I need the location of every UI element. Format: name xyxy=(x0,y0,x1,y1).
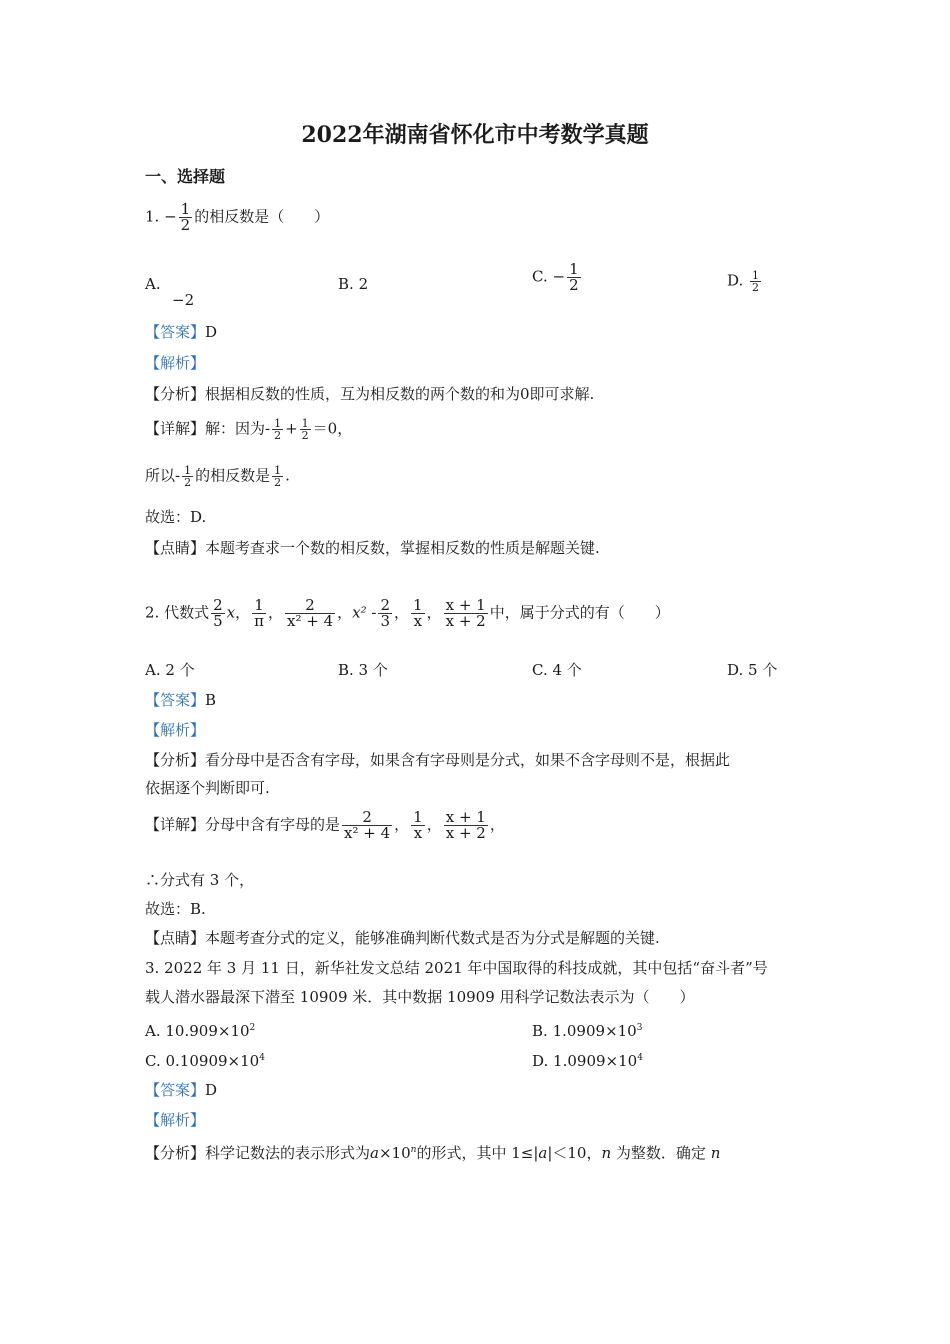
q3-option-b-base: 1.0909×10 xyxy=(552,1022,637,1040)
q2-expr-5-num: 1 xyxy=(413,596,423,614)
q2-sep: ， xyxy=(426,603,442,622)
q1-option-d-fraction xyxy=(750,270,761,293)
q2-detail-frac-3-num: x + 1 xyxy=(445,808,486,826)
q2-expr-4-num: 2 xyxy=(380,596,391,614)
q2-comment xyxy=(145,928,660,948)
q1-detail-plus: + xyxy=(285,419,298,438)
q2-comment-text: 本题考查分式的定义，能够准确判断代数式是否为分式是解题的关键. xyxy=(205,929,660,947)
q2-expr-1-var: x xyxy=(226,603,236,622)
q2-choose: 故选：B. xyxy=(145,900,206,918)
q2-option-c[interactable]: C. 4 个 xyxy=(532,661,582,679)
answer-tag: 【答案】 xyxy=(145,323,206,341)
q1-option-d-label: D. xyxy=(727,271,744,290)
q1-comment xyxy=(145,538,600,558)
q1-option-c-num: 1 xyxy=(569,260,579,278)
q2-detail-frac-2-den: x xyxy=(413,824,423,842)
q3-option-c-label: C. xyxy=(145,1052,161,1070)
q2-expr-1-den: 5 xyxy=(213,612,223,630)
q2-detail-frac-1-den: x² + 4 xyxy=(344,824,391,842)
q1-option-d-num: 1 xyxy=(752,269,760,282)
q2-expr-1-num: 2 xyxy=(213,596,223,614)
q2-stem-post: 中，属于分式的有（ ） xyxy=(489,603,670,622)
fenxi-tag: 【分析】 xyxy=(145,1144,206,1162)
q1-option-a-label: A. xyxy=(145,275,161,293)
q2-expr-3 xyxy=(285,598,335,629)
q3-fenxi-mid: 的形式，其中 1≤| xyxy=(416,1144,539,1162)
q2-detail-frac-3 xyxy=(444,810,488,841)
q3-fenxi xyxy=(145,1140,720,1163)
q1-analysis-tag: 【解析】 xyxy=(145,354,206,372)
q1-fenxi xyxy=(145,384,594,404)
detail-tag: 【详解】 xyxy=(145,815,206,834)
q2-expr-4-den: 3 xyxy=(380,612,391,630)
q2-expr-6-num: x + 1 xyxy=(445,596,486,614)
q2-sep: ， xyxy=(426,815,442,834)
q3-analysis-tag: 【解析】 xyxy=(145,1111,206,1129)
q2-stem xyxy=(145,598,670,629)
q1-answer xyxy=(145,322,217,342)
q3-fenxi-pre: 科学记数法的表示形式为 xyxy=(205,1144,371,1162)
q2-option-b[interactable]: B. 3 个 xyxy=(338,661,388,679)
q1-line2-mid: 的相反数是 xyxy=(195,466,271,485)
q3-option-d-base: 1.0909×10 xyxy=(553,1052,638,1070)
answer-tag: 【答案】 xyxy=(145,1081,206,1099)
q1-neg-sign: − xyxy=(164,207,177,226)
q1-detail-frac-2 xyxy=(300,418,311,441)
q2-answer-value: B xyxy=(205,691,217,709)
q1-line2-frac-1 xyxy=(182,465,193,488)
q3-fenxi-a2: a xyxy=(538,1144,548,1162)
q1-number: 1. xyxy=(145,207,160,226)
q2-option-d[interactable]: D. 5 个 xyxy=(727,661,778,679)
q3-option-d-exp: 4 xyxy=(637,1053,643,1063)
q3-option-d[interactable] xyxy=(532,1048,643,1071)
q1-frac-den: 2 xyxy=(180,216,191,234)
q2-detail-frac-2 xyxy=(411,810,425,841)
q1-choose: 故选：D. xyxy=(145,508,207,526)
q3-option-a-exp: 2 xyxy=(249,1023,256,1033)
q2-detail-frac-3-den: x + 2 xyxy=(445,824,486,842)
q2-expr-4-pre: x² - xyxy=(352,603,377,622)
q2-sep: ， xyxy=(235,603,251,622)
q1-option-c-fraction xyxy=(567,262,581,293)
q3-option-a[interactable] xyxy=(145,1018,255,1041)
q1-option-c[interactable] xyxy=(532,262,583,293)
q1-detail-frac-1-den: 2 xyxy=(274,429,282,442)
q3-fenxi-n: n xyxy=(410,1145,417,1155)
q2-sep: ， xyxy=(394,815,410,834)
q1-detail-frac-2-den: 2 xyxy=(301,429,309,442)
q3-fenxi-mid2: |＜10， xyxy=(547,1144,602,1162)
q2-expr-5-den: x xyxy=(413,612,423,630)
comment-tag: 【点睛】 xyxy=(145,539,206,557)
q3-option-c[interactable] xyxy=(145,1048,265,1071)
q1-line2-frac-2 xyxy=(272,465,283,488)
q1-detail-post: ＝0， xyxy=(312,419,353,438)
q2-analysis-tag: 【解析】 xyxy=(145,721,206,739)
q2-expr-2 xyxy=(252,598,266,629)
q2-fenxi xyxy=(145,750,730,770)
q2-expr-5 xyxy=(411,598,425,629)
q2-detail-pre: 分母中含有字母的是 xyxy=(205,815,341,834)
q3-option-a-base: 10.909×10 xyxy=(165,1022,250,1040)
q1-detail-frac-2-num: 1 xyxy=(301,417,309,430)
q3-fenxi-end: 为整数．确定 xyxy=(611,1144,711,1162)
q2-option-a[interactable]: A. 2 个 xyxy=(145,661,195,679)
q3-option-b-exp: 3 xyxy=(636,1023,643,1033)
q2-detail-frac-2-num: 1 xyxy=(413,808,423,826)
q1-line2-post: . xyxy=(285,466,290,485)
q2-sep: ， xyxy=(394,603,410,622)
q3-option-c-base: 0.10909×10 xyxy=(165,1052,260,1070)
q1-line2-frac-2-den: 2 xyxy=(274,476,282,489)
q3-option-b[interactable] xyxy=(532,1018,642,1041)
q2-fenxi-line2: 依据逐个判断即可. xyxy=(145,779,270,797)
q3-stem-line2: 载人潜水器最深下潜至 10909 米．其中数据 10909 用科学记数法表示为（ ） xyxy=(145,988,695,1006)
q3-option-a-label: A. xyxy=(145,1022,161,1040)
q1-option-b[interactable] xyxy=(338,274,368,294)
q3-answer-value: D xyxy=(205,1081,218,1099)
q1-detail xyxy=(145,418,352,441)
q1-stem-text: 的相反数是（ ） xyxy=(194,207,330,226)
q1-line2-frac-1-den: 2 xyxy=(184,476,192,489)
q2-expr-2-num: 1 xyxy=(252,598,266,614)
q1-option-a-value: −2 xyxy=(172,291,195,309)
q2-expr-4 xyxy=(378,598,392,629)
q1-option-d[interactable] xyxy=(727,270,763,293)
q1-fraction xyxy=(179,202,193,233)
q2-expr-6 xyxy=(444,598,488,629)
q1-option-c-label: C. xyxy=(532,267,548,286)
q1-line2-frac-1-num: 1 xyxy=(184,464,192,477)
q3-option-b-label: B. xyxy=(532,1022,548,1040)
q1-line2-frac-2-num: 1 xyxy=(274,464,282,477)
q2-expr-3-den: x² + 4 xyxy=(287,612,334,630)
q2-expr-6-den: x + 2 xyxy=(445,612,486,630)
answer-tag: 【答案】 xyxy=(145,691,206,709)
page-title: 2022年湖南省怀化市中考数学真题 xyxy=(301,122,649,148)
q2-expr-3-num: 2 xyxy=(285,598,335,614)
fenxi-tag: 【分析】 xyxy=(145,385,206,403)
q2-detail-end: ， xyxy=(489,815,505,834)
q2-answer xyxy=(145,690,216,710)
q3-fenxi-x: ×10 xyxy=(378,1144,411,1162)
q2-expr-1 xyxy=(211,598,225,629)
q1-detail-frac-1 xyxy=(272,418,283,441)
q1-fenxi-text: 根据相反数的性质，互为相反数的两个数的和为0即可求解. xyxy=(205,385,595,403)
q2-detail xyxy=(145,810,505,841)
q3-stem-line1: 3. 2022 年 3 月 11 日，新华社发文总结 2021 年中国取得的科技成就，其中包括“奋斗者”号 xyxy=(145,959,768,977)
q2-detail-frac-1 xyxy=(342,810,392,841)
q2-sep: ， xyxy=(268,603,284,622)
q2-sep: ， xyxy=(337,603,353,622)
q2-expr-2-den: π xyxy=(254,612,264,630)
q1-detail-line2 xyxy=(145,465,290,488)
q2-fenxi-line1: 看分母中是否含有字母，如果含有字母则是分式，如果不含字母则不是，根据此 xyxy=(205,751,731,769)
q2-therefore: ∴分式有 3 个， xyxy=(145,871,255,889)
q1-frac-num: 1 xyxy=(180,200,191,218)
q1-stem xyxy=(145,202,329,233)
q1-option-c-den: 2 xyxy=(569,276,579,294)
q3-fenxi-n2: n xyxy=(601,1144,612,1162)
q2-stem-pre: 代数式 xyxy=(164,603,210,622)
q2-detail-frac-1-num: 2 xyxy=(342,810,392,826)
q1-line2-pre: 所以- xyxy=(145,466,181,485)
q2-number: 2. xyxy=(145,603,160,622)
q1-option-c-neg: − xyxy=(552,267,566,286)
q1-detail-frac-1-num: 1 xyxy=(274,417,282,430)
q1-option-b-value: 2 xyxy=(358,275,369,293)
q3-option-c-exp: 4 xyxy=(259,1053,265,1063)
section-heading: 一、选择题 xyxy=(145,167,226,186)
q1-answer-value: D xyxy=(205,323,218,341)
q1-option-b-label: B. xyxy=(338,275,354,293)
q3-fenxi-a: a xyxy=(370,1144,379,1162)
fenxi-tag: 【分析】 xyxy=(145,751,206,769)
q3-fenxi-n3: n xyxy=(710,1144,721,1162)
q1-option-a[interactable] xyxy=(145,274,161,294)
comment-tag: 【点睛】 xyxy=(145,929,206,947)
q1-comment-text: 本题考查求一个数的相反数，掌握相反数的性质是解题关键. xyxy=(205,539,600,557)
q1-detail-pre: 解：因为- xyxy=(205,419,271,438)
q1-option-d-den: 2 xyxy=(752,281,760,294)
detail-tag: 【详解】 xyxy=(145,419,206,438)
q3-option-d-label: D. xyxy=(532,1052,549,1070)
q3-answer xyxy=(145,1080,217,1100)
